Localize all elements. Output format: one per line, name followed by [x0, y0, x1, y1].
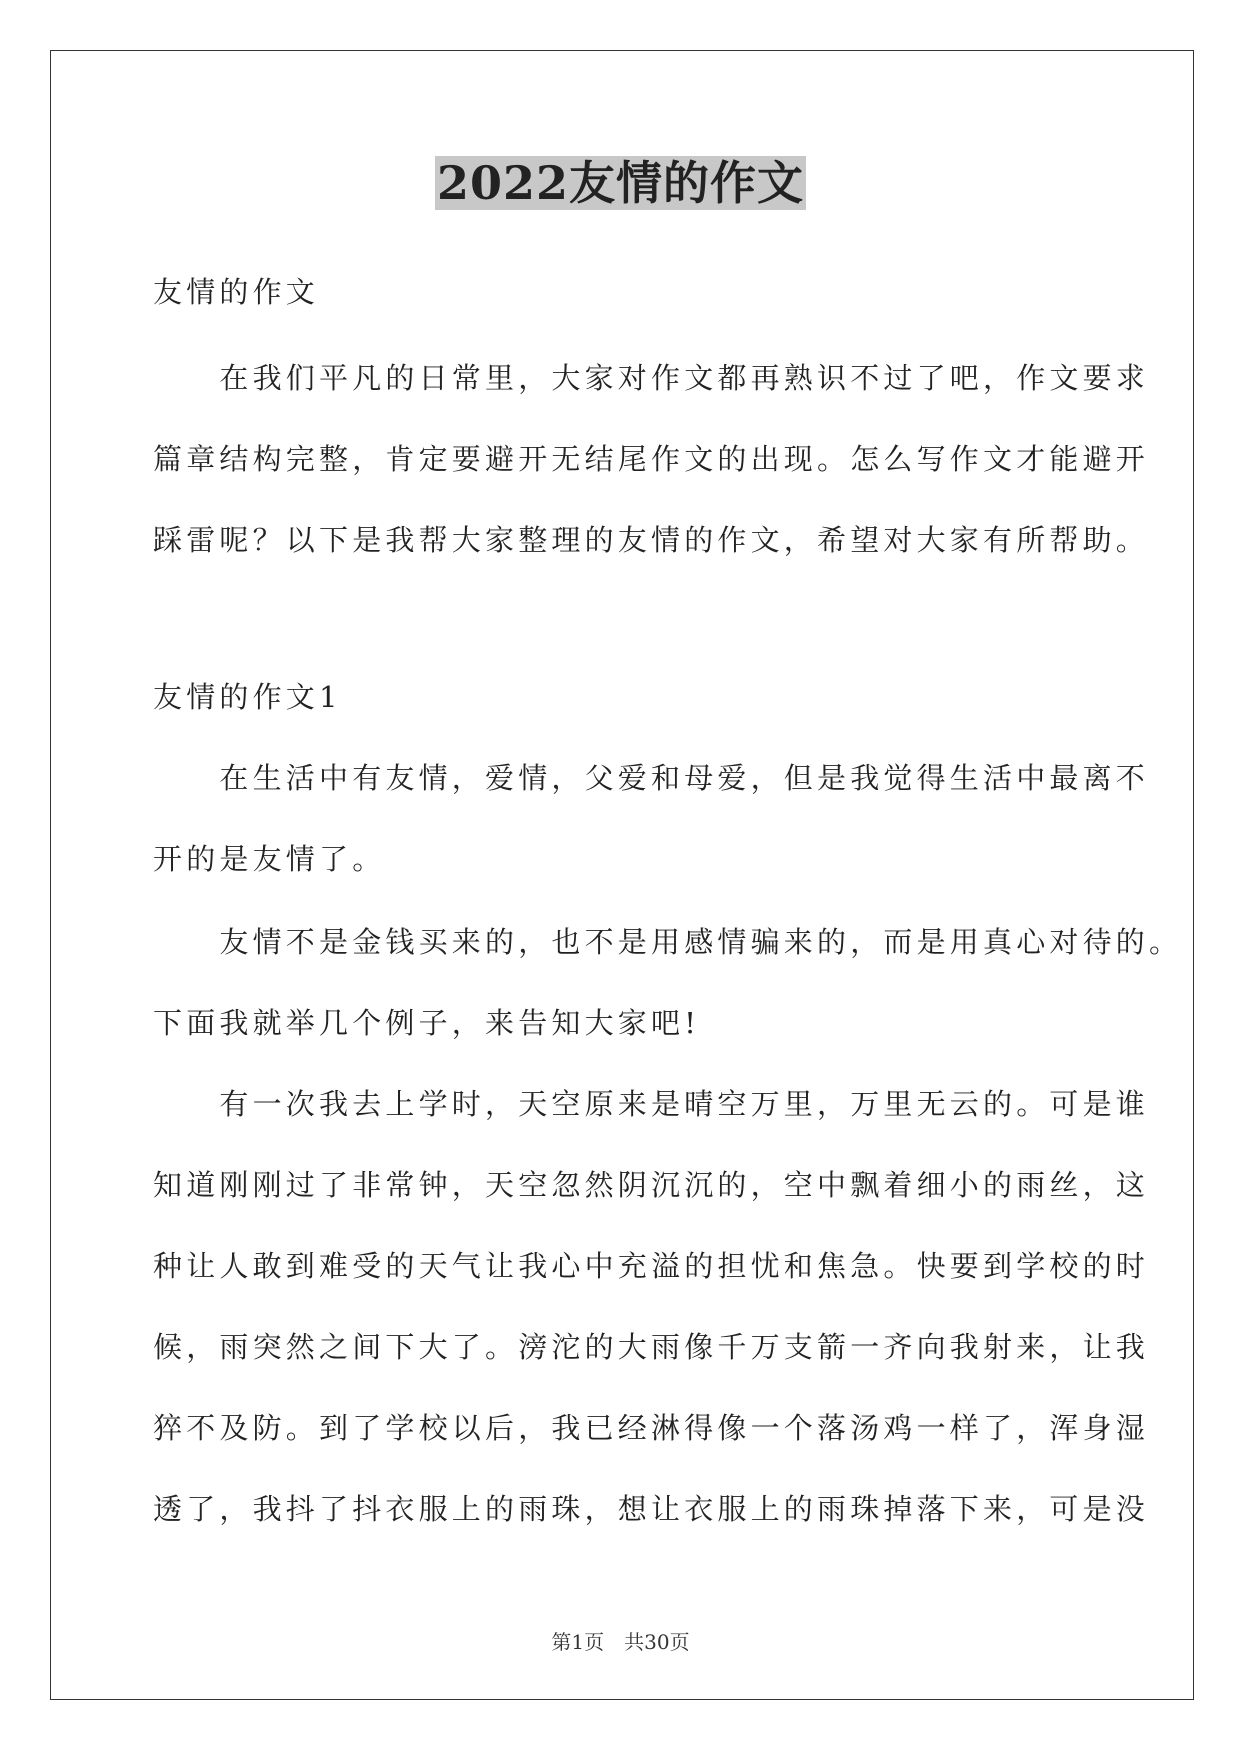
paragraph-line: 踩雷呢？以下是我帮大家整理的友情的作文，希望对大家有所帮助。 — [153, 523, 1150, 557]
paragraph-line: 开的是友情了。 — [153, 842, 386, 876]
paragraph-line: 下面我就举几个例子，来告知大家吧! — [153, 1006, 701, 1040]
paragraph-line: 透了，我抖了抖衣服上的雨珠，想让衣服上的雨珠掉落下来，可是没 — [153, 1492, 1150, 1526]
paragraph-line: 知道刚刚过了非常钟，天空忽然阴沉沉的，空中飘着细小的雨丝，这 — [153, 1168, 1150, 1202]
document-title-text: 2022友情的作文 — [436, 156, 805, 210]
paragraph-line: 友情不是金钱买来的，也不是用感情骗来的，而是用真心对待的。 — [153, 925, 1183, 959]
page-indicator: 第1页 共30页 — [551, 1630, 690, 1654]
section-heading: 友情的作文 — [153, 275, 320, 309]
paragraph-line: 在生活中有友情，爱情，父爱和母爱，但是我觉得生活中最离不 — [153, 761, 1150, 795]
paragraph-line: 候，雨突然之间下大了。滂沱的大雨像千万支箭一齐向我射来，让我 — [153, 1330, 1150, 1364]
paragraph-line: 种让人敢到难受的天气让我心中充溢的担忧和焦急。快要到学校的时 — [153, 1249, 1150, 1283]
paragraph-line: 篇章结构完整，肯定要避开无结尾作文的出现。怎么写作文才能避开 — [153, 442, 1150, 476]
paragraph-line: 在我们平凡的日常里，大家对作文都再熟识不过了吧，作文要求 — [153, 361, 1150, 395]
document-title — [0, 153, 1241, 213]
page-footer — [0, 1627, 1241, 1657]
paragraph-line: 有一次我去上学时，天空原来是晴空万里，万里无云的。可是谁 — [153, 1087, 1150, 1121]
paragraph-line: 猝不及防。到了学校以后，我已经淋得像一个落汤鸡一样了，浑身湿 — [153, 1411, 1150, 1445]
section-heading: 友情的作文1 — [153, 680, 342, 714]
